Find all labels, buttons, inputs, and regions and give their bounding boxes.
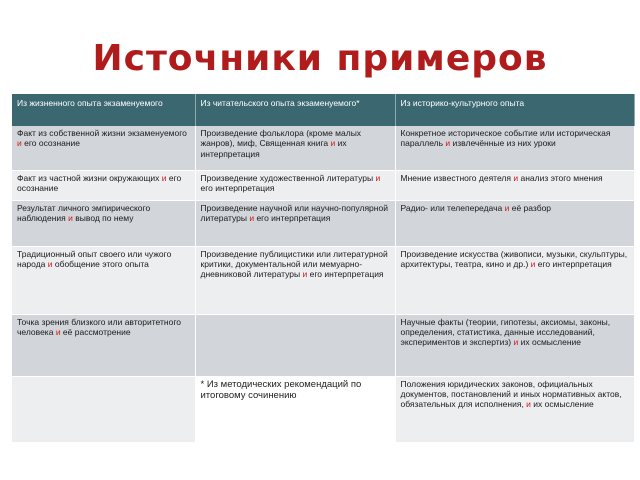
table-row	[12, 200, 634, 246]
footnote: * Из методических рекомендаций по итоговому сочинению	[195, 376, 395, 442]
cell-reading	[195, 314, 395, 376]
header-life-experience: Из жизненного опыта экзаменуемого	[12, 94, 195, 126]
conjunction-highlight: и	[302, 269, 308, 280]
cell-reading	[195, 200, 395, 246]
cell-text: его интерпретация	[307, 269, 384, 280]
cell-reading	[195, 170, 395, 200]
conjunction-highlight: и	[55, 326, 61, 337]
cell-life	[12, 246, 195, 314]
cell-text: Конкретное историческое событие или историческая параллель	[400, 128, 611, 149]
cell-cultural	[395, 376, 634, 442]
cell-cultural	[395, 314, 634, 376]
cell-text: его интерпретация	[200, 182, 275, 193]
cell-text: её разбор	[509, 202, 552, 213]
cell-text: его интерпретация	[254, 212, 331, 223]
cell-text: его осознание	[17, 172, 182, 193]
cell-cultural	[395, 246, 634, 314]
cell-text: Научные факты (теории, гипотезы, аксиомы, законы, определения, статистика, данные исследований, экспериментов и экспертиз)	[400, 316, 611, 348]
cell-text: Точка зрения близкого или авторитетного человека	[17, 316, 181, 337]
cell-text: их осмысление	[530, 399, 594, 410]
cell-life	[12, 126, 195, 170]
cell-reading	[195, 246, 395, 314]
cell-text: Результат личного эмпирического наблюдения	[17, 202, 151, 223]
slide-title: Источники примеров	[92, 38, 548, 79]
cell-text: их осмысление	[518, 337, 582, 348]
conjunction-highlight: и	[249, 212, 255, 223]
sources-table	[12, 94, 635, 443]
cell-text: анализ этого мнения	[518, 172, 603, 183]
conjunction-highlight: и	[504, 202, 510, 213]
table-row	[12, 376, 634, 442]
conjunction-highlight: и	[330, 138, 336, 149]
cell-text: Положения юридических законов, официальных документов, постановлений и иных нормативных актов, обязательных для исполнения,	[400, 378, 622, 410]
header-reading-experience: Из читательского опыта экзаменуемого*	[195, 94, 395, 126]
table-row	[12, 246, 634, 314]
cell-text: Произведение искусства (живописи, музыки, скульптуры, архитектуры, театра, кино и др.)	[400, 248, 628, 269]
cell-text: вывод по нему	[72, 212, 134, 223]
cell-text: их интерпретация	[200, 138, 347, 159]
table-row	[12, 314, 634, 376]
cell-text: Произведение научной или научно-популярной литературы	[200, 202, 388, 223]
conjunction-highlight: и	[375, 172, 381, 183]
cell-life	[12, 376, 195, 442]
cell-life	[12, 200, 195, 246]
cell-text: Факт из собственной жизни экзаменуемого	[17, 128, 187, 138]
conjunction-highlight: и	[47, 258, 53, 269]
conjunction-highlight: и	[513, 337, 519, 348]
cell-life	[12, 170, 195, 200]
conjunction-highlight: и	[17, 138, 22, 149]
cell-text: Радио- или телепередача	[400, 202, 505, 213]
cell-cultural	[395, 200, 634, 246]
conjunction-highlight: и	[513, 172, 519, 183]
conjunction-highlight: и	[526, 399, 531, 410]
cell-reading	[195, 126, 395, 170]
table-row	[12, 170, 634, 200]
cell-text: его осознание	[21, 138, 81, 149]
cell-cultural	[395, 126, 634, 170]
cell-cultural	[395, 170, 634, 200]
cell-text: Произведение публицистики или литературной критики, документальной или мемуарно-дневниковой литературы	[200, 248, 388, 280]
conjunction-highlight: и	[445, 138, 451, 149]
header-cultural-experience: Из историко-культурного опыта	[395, 94, 634, 126]
cell-text: Произведение фольклора (кроме малых жанров), миф, Священная книга	[200, 128, 362, 149]
cell-text: Традиционный опыт своего или чужого народа	[17, 248, 172, 269]
cell-text: Мнение известного деятеля	[400, 172, 514, 183]
cell-life	[12, 314, 195, 376]
cell-text: обобщение этого опыта	[52, 258, 149, 269]
table-header-row	[12, 94, 634, 126]
conjunction-highlight: и	[68, 212, 73, 223]
cell-text: Произведение художественной литературы	[200, 172, 376, 183]
cell-text: её рассмотрение	[60, 326, 131, 337]
cell-text: извлечённые из них уроки	[450, 138, 556, 149]
conjunction-highlight: и	[161, 172, 167, 183]
cell-text: Факт из частной жизни окружающих	[17, 172, 162, 183]
cell-text: его интерпретация	[535, 258, 612, 269]
conjunction-highlight: и	[530, 258, 536, 269]
table-row	[12, 126, 634, 170]
